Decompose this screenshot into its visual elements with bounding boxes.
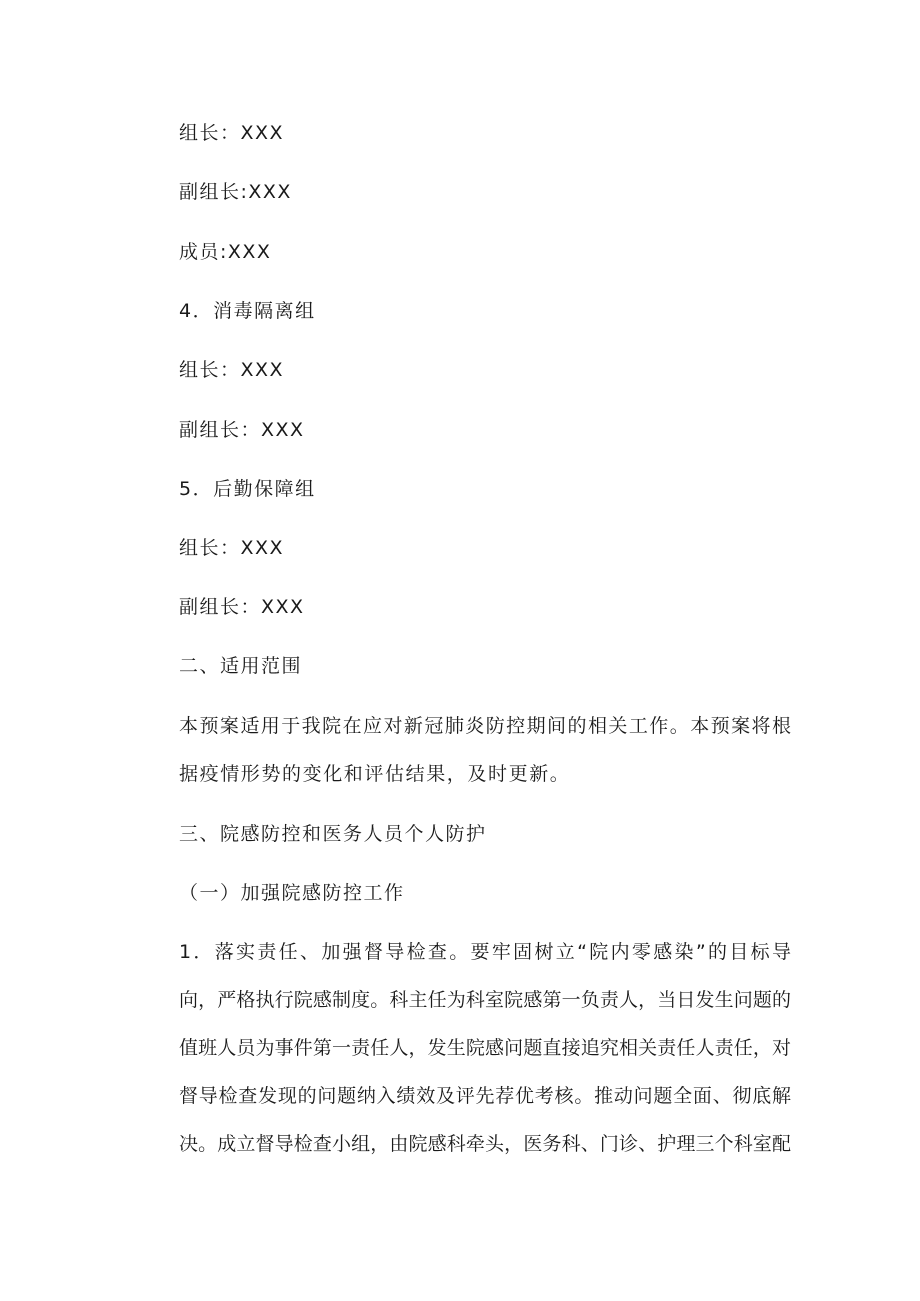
section-heading-infection-control: 三、院感防控和医务人员个人防护	[179, 823, 487, 845]
deputy-leader-line: 副组长：XXX	[179, 419, 305, 441]
paragraph-line: 督导检查发现的问题纳入绩效及评先荐优考核。推动问题全面、彻底解	[179, 1085, 791, 1107]
deputy-leader-line: 副组长：XXX	[179, 596, 305, 618]
paragraph-line: 向，严格执行院感制度。科主任为科室院感第一负责人，当日发生问题的	[179, 989, 791, 1011]
paragraph-line: 本预案适用于我院在应对新冠肺炎防控期间的相关工作。本预案将根	[179, 715, 791, 737]
paragraph-line: 据疫情形势的变化和评估结果，及时更新。	[179, 763, 571, 785]
section-heading-logistics: 5．后勤保障组	[179, 478, 316, 500]
paragraph-line: 值班人员为事件第一责任人，发生院感问题直接追究相关责任人责任，对	[179, 1037, 791, 1059]
section-heading-scope: 二、适用范围	[179, 655, 303, 677]
subsection-heading: （一）加强院感防控工作	[179, 882, 405, 904]
team-leader-line: 组长：XXX	[179, 122, 285, 144]
team-leader-line: 组长：XXX	[179, 537, 285, 559]
paragraph-line: 1．落实责任、加强督导检查。要牢固树立“院内零感染”的目标导	[179, 941, 791, 963]
paragraph-line: 决。成立督导检查小组，由院感科牵头，医务科、门诊、护理三个科室配	[179, 1133, 791, 1155]
section-heading-disinfection: 4．消毒隔离组	[179, 300, 316, 322]
deputy-leader-line: 副组长:XXX	[179, 181, 292, 203]
members-line: 成员:XXX	[179, 241, 272, 263]
team-leader-line: 组长：XXX	[179, 359, 285, 381]
